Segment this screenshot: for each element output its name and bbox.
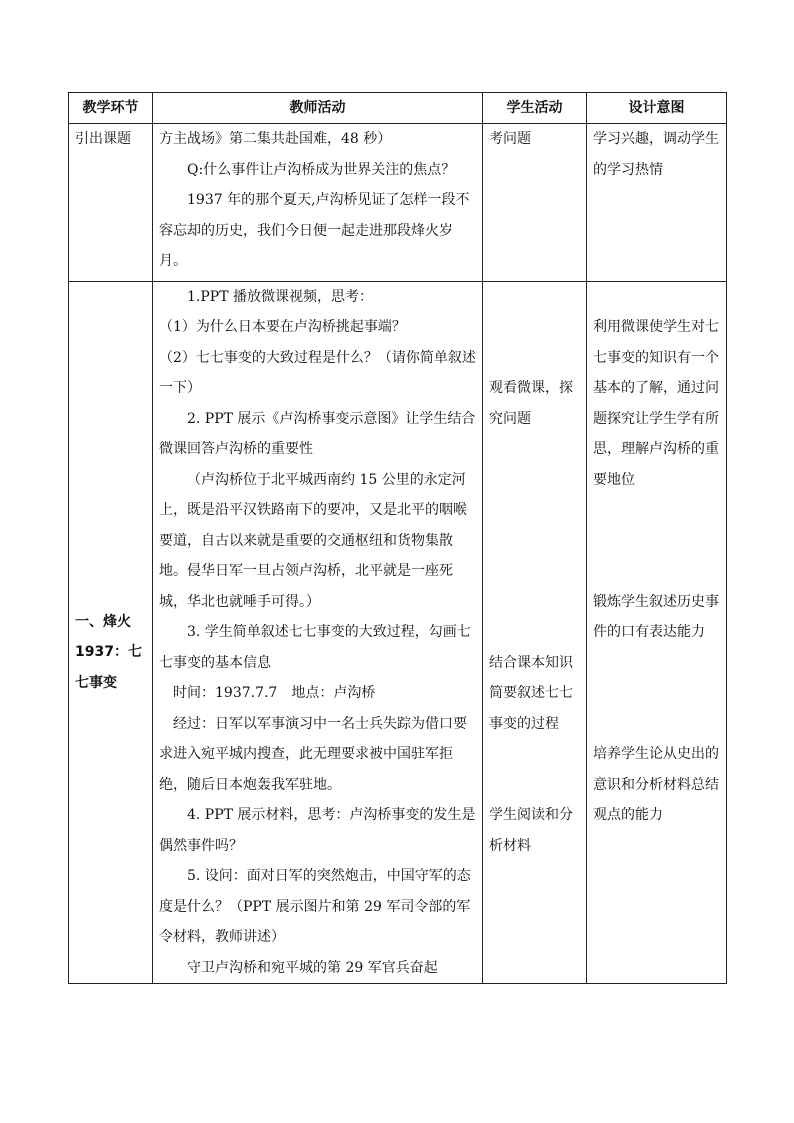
- teacher-line: （卢沟桥位于北平城西南约 15 公里的永定河上，既是沿平汉铁路南下的要冲，又是北平的咽喉要道，自古以来就是重要的交通枢纽和货物集散地。侵华日军一旦占领卢沟桥，北平就是一座死城，华北也就唾手可得。）: [159, 471, 467, 610]
- table-row: [69, 281, 727, 984]
- header-intent: 设计意图: [587, 93, 727, 124]
- stage-cell: 一、烽火 1937：七 七事变: [69, 281, 153, 984]
- student-activity: 结合课本知识简要叙述七七事变的过程: [489, 654, 573, 732]
- teacher-line: 1.PPT 播放微课视频，思考：: [187, 288, 373, 305]
- lesson-plan-table: [68, 92, 727, 984]
- header-stage: 教学环节: [69, 93, 153, 124]
- teacher-line: 2. PPT 展示《卢沟桥事变示意图》让学生结合微课回答卢沟桥的重要性: [159, 410, 476, 457]
- student-cell: 考问题: [483, 124, 587, 282]
- header-teacher: 教师活动: [153, 93, 483, 124]
- design-intent: 锻炼学生叙述历史事件的口有表达能力: [593, 593, 719, 640]
- header-row: [69, 93, 727, 124]
- intent-cell: [587, 281, 727, 984]
- teacher-line: 守卫卢沟桥和宛平城的第 29 军官兵奋起: [187, 959, 438, 976]
- teacher-line: 经过：日军以军事演习中一名士兵失踪为借口要求进入宛平城内搜查，此无理要求被中国驻军拒绝，随后日本炮轰我军驻地。: [159, 715, 467, 793]
- teacher-line: 5. 设问：面对日军的突然炮击，中国守军的态度是什么？（PPT 展示图片和第 29 军司令部的军令材料，教师讲述）: [159, 868, 471, 945]
- student-activity: 学生阅读和分析材料: [489, 807, 573, 854]
- teacher-line: 4. PPT 展示材料，思考：卢沟桥事变的发生是偶然事件吗？: [159, 807, 476, 854]
- teacher-line: （2）七七事变的大致过程是什么？（请你简单叙述一下）: [159, 349, 476, 396]
- design-intent: 利用微课使学生对七七事变的知识有一个基本的了解，通过问题探究让学生学有所思，理解卢沟桥的重要地位: [593, 319, 719, 488]
- teacher-line: Q:什么事件让卢沟桥成为世界关注的焦点？: [187, 161, 456, 178]
- teacher-line: 方主战场》第二集共赴国难，48 秒）: [159, 131, 392, 147]
- student-cell: [483, 281, 587, 984]
- teacher-line: 时间：1937.7.7 地点：卢沟桥: [173, 685, 376, 701]
- teacher-line: 1937 年的那个夏天,卢沟桥见证了怎样一段不容忘却的历史，我们今日便一起走进那段烽火岁月。: [159, 192, 470, 269]
- stage-cell: 引出课题: [69, 124, 153, 282]
- student-activity: 观看微课，探究问题: [489, 380, 573, 427]
- table-row: [69, 124, 727, 282]
- teacher-line: 3. 学生简单叙述七七事变的大致过程，勾画七七事变的基本信息: [159, 624, 471, 671]
- teacher-cell: [153, 124, 483, 282]
- intent-cell: 学习兴趣，调动学生的学习热情: [587, 124, 727, 282]
- header-student: 学生活动: [483, 93, 587, 124]
- design-intent: 培养学生论从史出的意识和分析材料总结观点的能力: [593, 746, 719, 823]
- teacher-line: （1）为什么日本要在卢沟桥挑起事端？: [159, 319, 406, 335]
- teacher-cell: [153, 281, 483, 984]
